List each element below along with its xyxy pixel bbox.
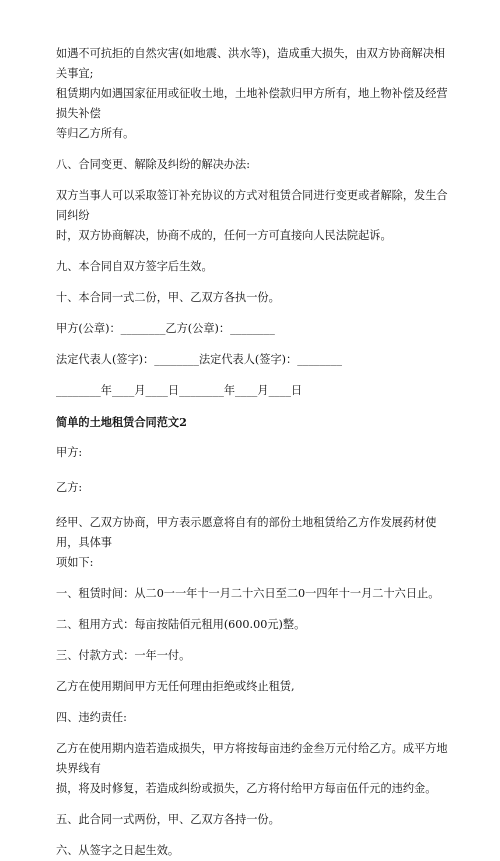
text-line: 八、合同变更、解除及纠纷的解决办法: — [56, 158, 250, 171]
text-line: ________年____月____日________年____月____日 — [56, 384, 303, 397]
text-line: 甲方: — [56, 446, 83, 459]
clause-nine — [56, 257, 451, 277]
text-line: 六、从签字之日起生效。 — [56, 844, 180, 857]
text-line: 乙方在使用期间甲方无任何理由拒绝或终止租赁, — [56, 680, 295, 693]
date-line — [56, 381, 451, 401]
text-line: 项如下: — [56, 556, 94, 569]
clause-rent — [56, 615, 451, 635]
text-line: 经甲、乙双方协商，甲方表示愿意将自有的部份土地租赁给乙方作发展药材使用，具体事 — [56, 516, 437, 549]
seal-line — [56, 319, 451, 339]
signature-line — [56, 350, 451, 370]
text-line: 如遇不可抗拒的自然灾害(如地震、洪水等)，造成重大损失，由双方协商解决相关事宜; — [56, 47, 446, 80]
section-heading — [56, 412, 451, 432]
text-line: 甲方(公章)：________乙方(公章)：________ — [56, 322, 275, 335]
party-a-line — [56, 443, 451, 463]
clause-liability — [56, 708, 451, 728]
text-line: 四、违约责任: — [56, 711, 127, 724]
clause-payment — [56, 646, 451, 666]
party-b-line — [56, 478, 451, 498]
heading-text: 简单的土地租赁合同范文2 — [56, 415, 187, 429]
paragraph-penalty — [56, 739, 451, 799]
clause-effective — [56, 841, 451, 861]
text-line: 时，双方协商解决，协商不成的，任何一方可直接向人民法院起诉。 — [56, 229, 392, 242]
document-page — [56, 44, 451, 861]
clause-ten — [56, 288, 451, 308]
text-line: 乙方在使用期内造若造成损失，甲方将按每亩违约金叁万元付给乙方。成平方地块界线有 — [56, 742, 448, 775]
text-line: 二、租用方式：每亩按陆佰元租用(600.00元)整。 — [56, 618, 306, 631]
paragraph-dispute-resolution — [56, 186, 451, 246]
clause-copies — [56, 810, 451, 830]
text-line: 等归乙方所有。 — [56, 127, 135, 140]
paragraph-agreement-intro — [56, 513, 451, 573]
text-line: 乙方: — [56, 481, 83, 494]
text-line: 法定代表人(签字)：________法定代表人(签字)：________ — [56, 353, 342, 366]
paragraph-no-termination — [56, 677, 451, 697]
text-line: 一、租赁时间：从二0一一年十一月二十六日至二0一四年十一月二十六日止。 — [56, 587, 440, 600]
text-line: 双方当事人可以采取签订补充协议的方式对租赁合同进行变更或者解除，发生合同纠纷 — [56, 189, 448, 222]
clause-eight — [56, 155, 451, 175]
paragraph-force-majeure — [56, 44, 451, 144]
text-line: 三、付款方式：一年一付。 — [56, 649, 191, 662]
text-line: 九、本合同自双方签字后生效。 — [56, 260, 213, 273]
text-line: 十、本合同一式二份，甲、乙双方各执一份。 — [56, 291, 280, 304]
clause-lease-term — [56, 584, 451, 604]
text-line: 租赁期内如遇国家征用或征收土地，土地补偿款归甲方所有，地上物补偿及经营损失补偿 — [56, 87, 448, 120]
text-line: 损，将及时修复，若造成纠纷或损失，乙方将付给甲方每亩伍仟元的违约金。 — [56, 782, 437, 795]
text-line: 五、此合同一式两份，甲、乙双方各持一份。 — [56, 813, 280, 826]
